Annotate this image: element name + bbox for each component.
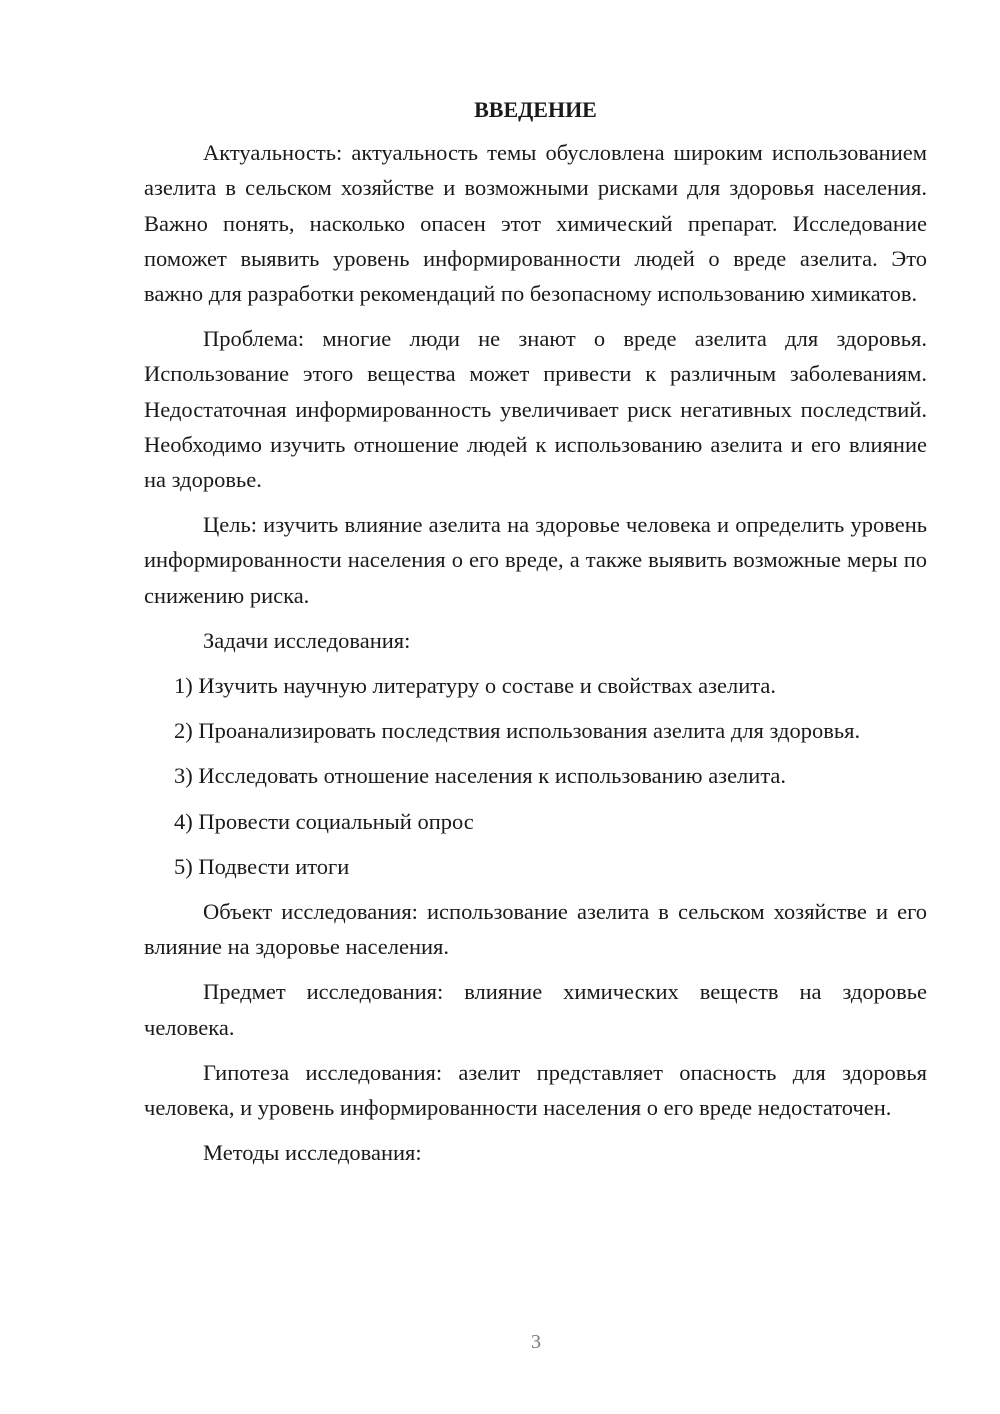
subject-paragraph: Предмет исследования: влияние химических веществ на здоровье человека. — [144, 979, 927, 1040]
problem-paragraph: Проблема: многие люди не знают о вреде азелита для здоровья. Использование этого вещества может привести к различным заболеваниям. Недостаточная информированность увеличивает риск негативных последствий. Необходимо изучить отношение людей к использованию азелита и его влияние на здоровье. — [144, 326, 927, 493]
task-item-5: 5) Подвести итоги — [174, 853, 350, 879]
task-item-1: 1) Изучить научную литературу о составе и свойствах азелита. — [174, 673, 777, 699]
object-paragraph: Объект исследования: использование азелита в сельском хозяйстве и его влияние на здоровье населения. — [144, 899, 927, 960]
goal-paragraph: Цель: изучить влияние азелита на здоровье человека и определить уровень информированности населения о его вреде, а также выявить возможные меры по снижению риска. — [144, 512, 927, 608]
relevance-paragraph: Актуальность: актуальность темы обусловлена широким использованием азелита в сельском хозяйстве и возможными рисками для здоровья населения. Важно понять, насколько опасен этот химический препарат. Исследование поможет выявить уровень информированности людей о вреде азелита. Это важно для разработки рекомендаций по безопасному использованию химикатов. — [144, 140, 927, 307]
page-content — [144, 92, 927, 1170]
hypothesis-paragraph: Гипотеза исследования: азелит представляет опасность для здоровья человека, и уровень информированности населения о его вреде недостаточен. — [144, 1059, 927, 1121]
section-title: ВВЕДЕНИЕ — [474, 97, 597, 122]
task-item-2: 2) Проанализировать последствия использования азелита для здоровья. — [174, 718, 861, 744]
page-number: 3 — [531, 1331, 541, 1353]
tasks-heading: Задачи исследования: — [203, 627, 411, 653]
task-item-3: 3) Исследовать отношение населения к использованию азелита. — [174, 763, 787, 789]
task-item-4: 4) Провести социальный опрос — [174, 808, 474, 834]
methods-heading: Методы исследования: — [203, 1140, 422, 1166]
